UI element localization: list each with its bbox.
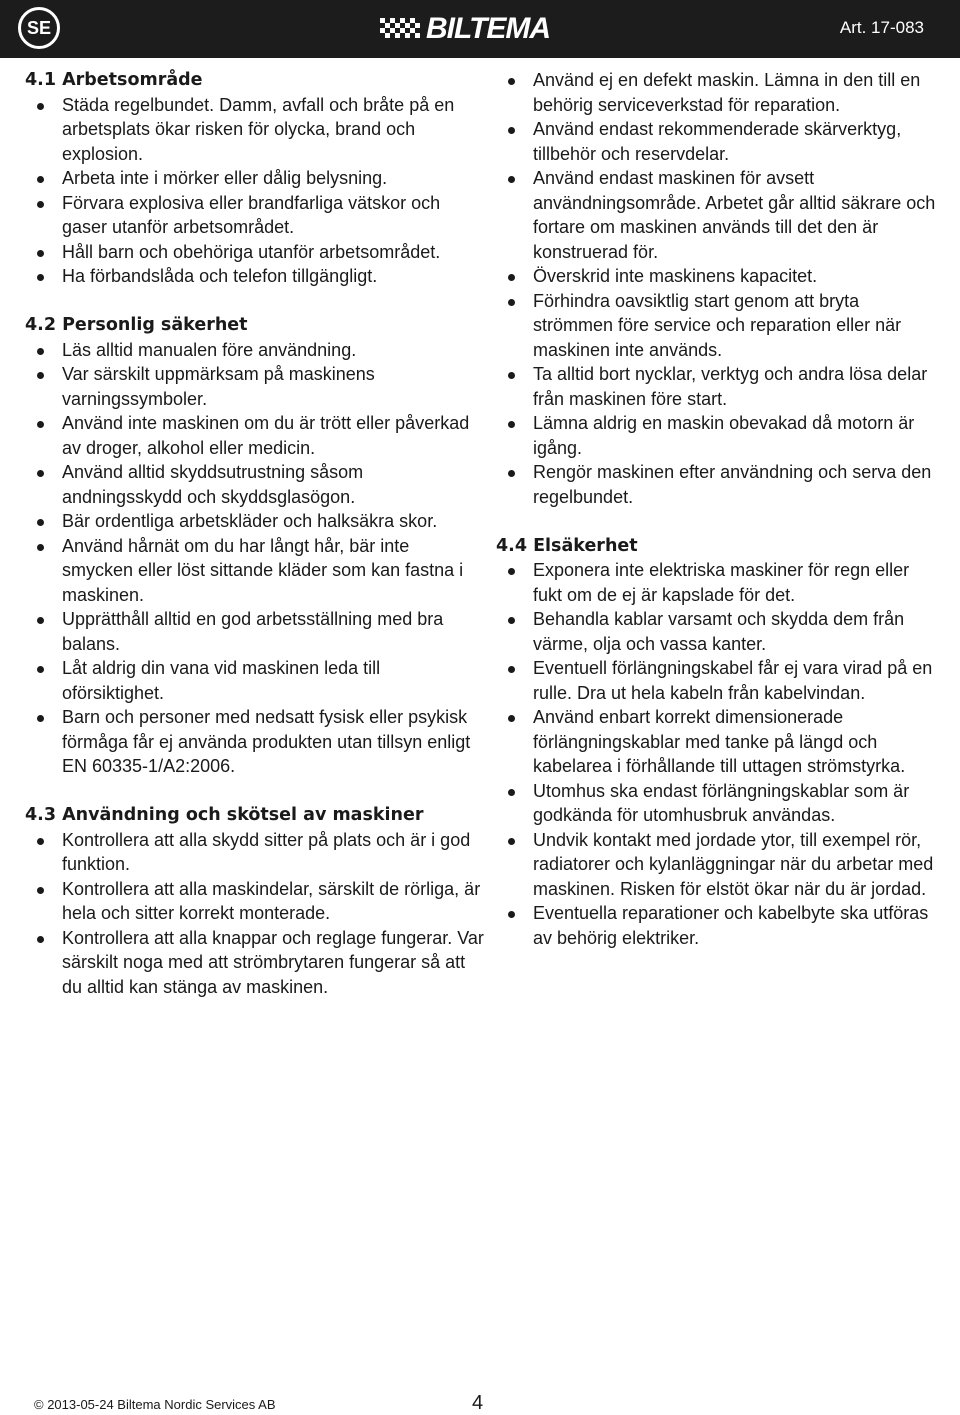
list-item: Använd endast rekommenderade skärverktyg, tillbehör och reservdelar. (496, 117, 936, 166)
list-item: Kontrollera att alla skydd sitter på plats och är i god funktion. (25, 828, 485, 877)
language-badge: SE (18, 7, 60, 49)
bullet-list (496, 558, 936, 950)
list-item: Förhindra oavsiktlig start genom att bryta strömmen före service och reparation eller när maskinen inte används. (496, 289, 936, 363)
list-item: Rengör maskinen efter användning och serva den regelbundet. (496, 460, 936, 509)
bullet-list (496, 68, 936, 509)
list-item: Utomhus ska endast förlängningskablar som är godkända för utomhusbruk användas. (496, 779, 936, 828)
page-header (0, 0, 960, 58)
list-item: Bär ordentliga arbetskläder och halksäkra skor. (25, 509, 485, 534)
bullet-list (25, 93, 485, 289)
article-number: Art. 17-083 (839, 18, 924, 37)
list-item: Ha förbandslåda och telefon tillgängligt. (25, 264, 485, 289)
list-item: Lämna aldrig en maskin obevakad då motorn är igång. (496, 411, 936, 460)
list-item: Använd enbart korrekt dimensionerade förlängningskablar med tanke på längd och kabelarea i förhållande till uttagen strömstyrka. (496, 705, 936, 779)
list-item: Använd inte maskinen om du är trött eller påverkad av droger, alkohol eller medicin. (25, 411, 485, 460)
section-heading: 4.2 Personlig säkerhet (25, 315, 248, 335)
bullet-list (25, 828, 485, 1000)
list-item: Använd ej en defekt maskin. Lämna in den till en behörig serviceverkstad för reparation. (496, 68, 936, 117)
page-number: 4 (472, 1392, 484, 1414)
left-column (25, 68, 485, 999)
list-item: Behandla kablar varsamt och skydda dem från värme, olja och vassa kanter. (496, 607, 936, 656)
list-item: Förvara explosiva eller brandfarliga vätskor och gaser utanför arbetsområdet. (25, 191, 485, 240)
list-item: Överskrid inte maskinens kapacitet. (496, 264, 936, 289)
section-heading: 4.4 Elsäkerhet (496, 535, 638, 556)
list-item: Eventuella reparationer och kabelbyte ska utföras av behörig elektriker. (496, 901, 936, 950)
list-item: Arbeta inte i mörker eller dålig belysning. (25, 166, 485, 191)
brand-logo (380, 14, 550, 44)
list-item: Använd alltid skyddsutrustning såsom andningsskydd och skyddsglasögon. (25, 460, 485, 509)
list-item: Använd endast maskinen för avsett användningsområde. Arbetet går alltid säkrare och fortare om maskinen används till det den är konstruerad för. (496, 166, 936, 264)
copyright-notice: © 2013-05-24 Biltema Nordic Services AB (34, 1397, 276, 1412)
list-item: Var särskilt uppmärksam på maskinens varningssymboler. (25, 362, 485, 411)
section-heading: 4.3 Användning och skötsel av maskiner (25, 805, 424, 825)
list-item: Kontrollera att alla maskindelar, särskilt de rörliga, är hela och sitter korrekt monterade. (25, 877, 485, 926)
section-heading: 4.1 Arbetsområde (25, 70, 203, 90)
list-item: Håll barn och obehöriga utanför arbetsområdet. (25, 240, 485, 265)
list-item: Kontrollera att alla knappar och reglage fungerar. Var särskilt noga med att strömbrytaren fungerar så att du alltid kan stänga av maskinen. (25, 926, 485, 1000)
list-item: Ta alltid bort nycklar, verktyg och andra lösa delar från maskinen före start. (496, 362, 936, 411)
list-item: Eventuell förlängningskabel får ej vara virad på en rulle. Dra ut hela kabeln från kabelvindan. (496, 656, 936, 705)
brand-name: BILTEMA (426, 12, 551, 45)
list-item: Undvik kontakt med jordade ytor, till exempel rör, radiatorer och kylanläggningar när du arbetar med maskinen. Risken för elstöt ökar när du är jordad. (496, 828, 936, 902)
list-item: Städa regelbundet. Damm, avfall och bråte på en arbetsplats ökar risken för olycka, brand och explosion. (25, 93, 485, 167)
checkered-flag-icon (380, 18, 420, 40)
list-item: Exponera inte elektriska maskiner för regn eller fukt om de ej är kapslade för det. (496, 558, 936, 607)
list-item: Läs alltid manualen före användning. (25, 338, 485, 363)
bullet-list (25, 338, 485, 779)
list-item: Låt aldrig din vana vid maskinen leda till oförsiktighet. (25, 656, 485, 705)
list-item: Använd hårnät om du har långt hår, bär inte smycken eller löst sittande kläder som kan fastna i maskinen. (25, 534, 485, 608)
list-item: Barn och personer med nedsatt fysisk eller psykisk förmåga får ej använda produkten utan tillsyn enligt EN 60335-1/A2:2006. (25, 705, 485, 779)
list-item: Upprätthåll alltid en god arbetsställning med bra balans. (25, 607, 485, 656)
right-column (496, 68, 936, 950)
